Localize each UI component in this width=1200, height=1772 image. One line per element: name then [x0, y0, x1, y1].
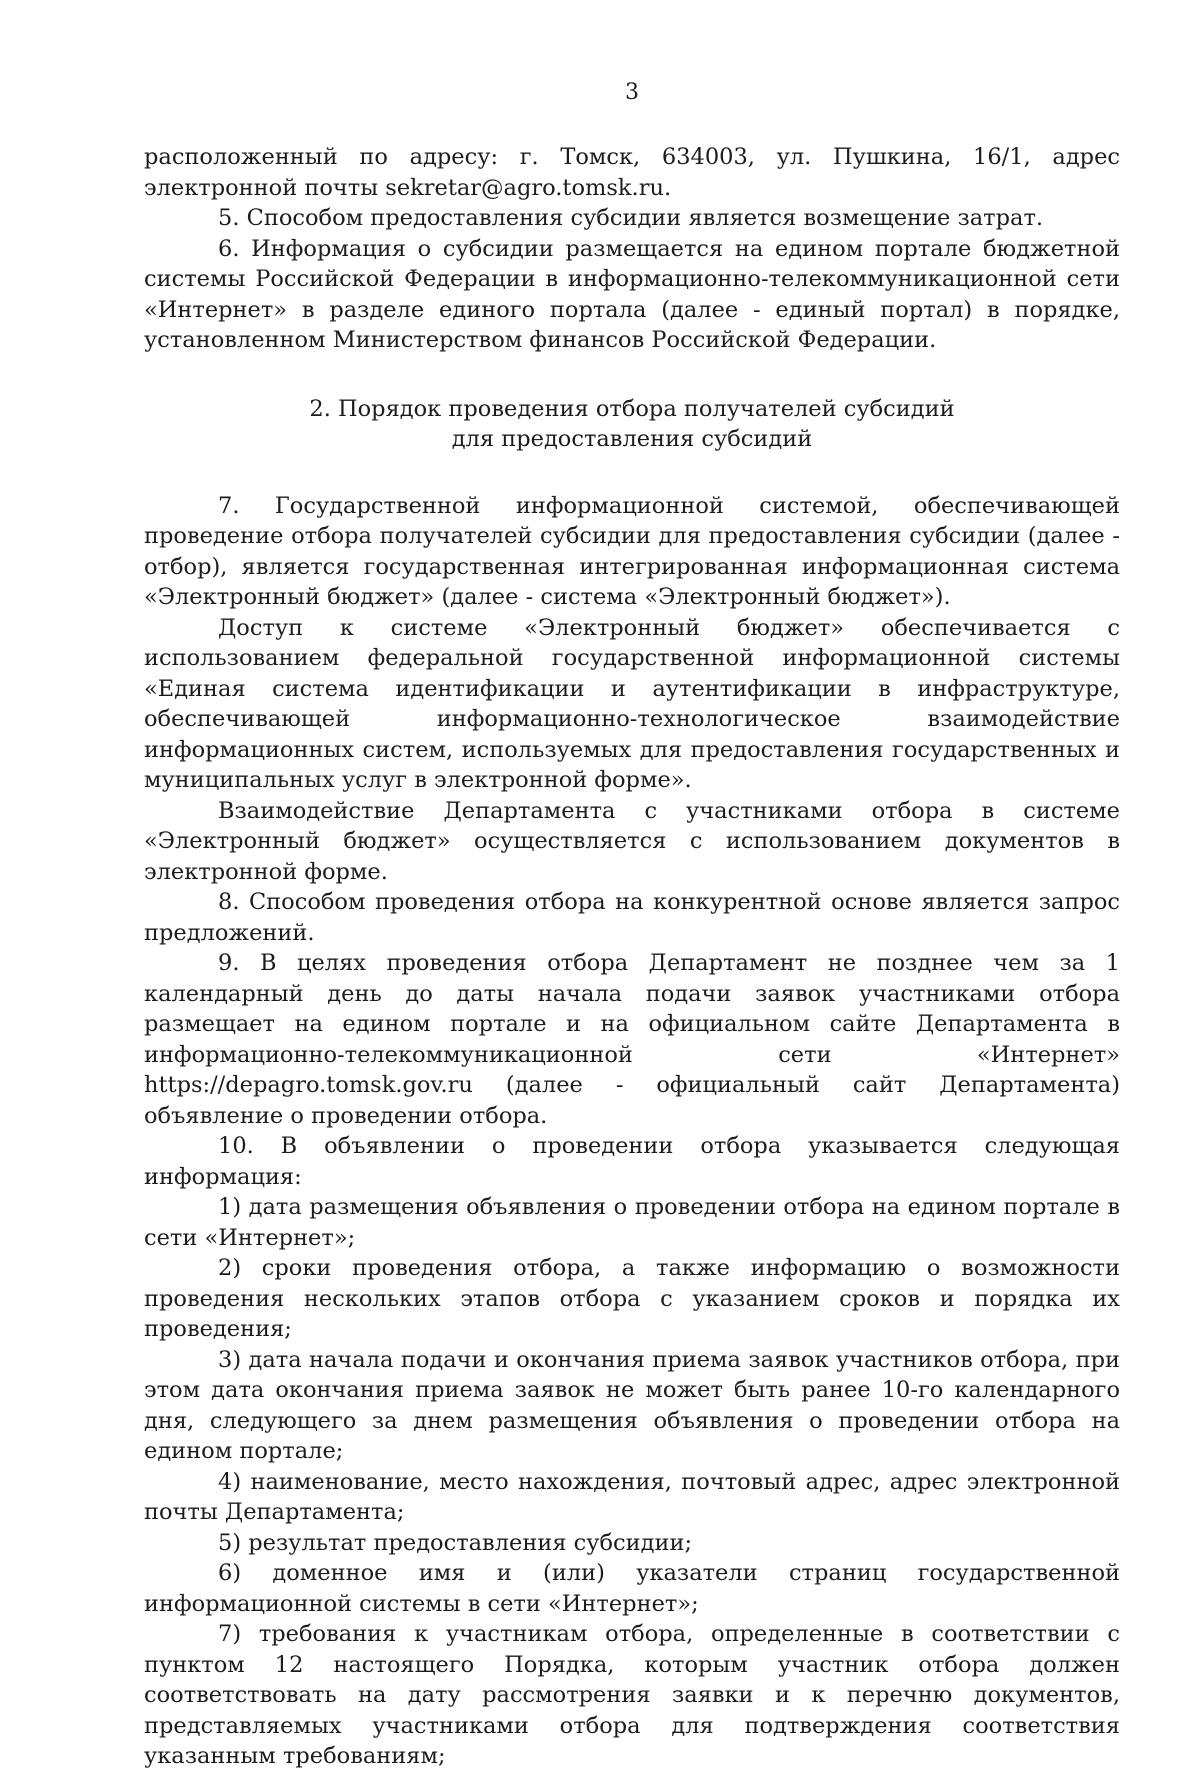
paragraph-address: расположенный по адресу: г. Томск, 634003, ул. Пушкина, 16/1, адрес электронной почты sekretar@agro.tomsk.ru.	[144, 144, 1120, 201]
list-item-1: 1) дата размещения объявления о проведении отбора на едином портале в сети «Интернет»;	[144, 1194, 1120, 1251]
list-item-6: 6) доменное имя и (или) указатели страниц государственной информационной системы в сети «Интернет»;	[144, 1560, 1120, 1617]
section-heading-line-2: для предоставления субсидий	[451, 426, 813, 452]
list-item-3: 3) дата начала подачи и окончания приема заявок участников отбора, при этом дата окончания приема заявок не может быть ранее 10-го календарного дня, следующего за днем размещения объявления о проведении отбора на едином портале;	[144, 1346, 1120, 1464]
paragraph-access: Доступ к системе «Электронный бюджет» обеспечивается с использованием федеральной государственной информационной системы «Единая система идентификации и аутентификации в инфраструктуре, обеспечивающей информационно-технологическое взаимодействие информационных систем, используемых для предоставления государственных и муниципальных услуг в электронной форме».	[144, 614, 1120, 793]
paragraph-10: 10. В объявлении о проведении отбора указывается следующая информация:	[144, 1133, 1120, 1190]
list-item-7: 7) требования к участникам отбора, определенные в соответствии с пунктом 12 настоящего Порядка, которым участник отбора должен соответствовать на дату рассмотрения заявки и к перечню документов, представляемых участниками отбора для подтверждения соответствия указанным требованиям;	[144, 1621, 1120, 1769]
list-item-4: 4) наименование, место нахождения, почтовый адрес, адрес электронной почты Департамента;	[144, 1468, 1120, 1525]
paragraph-6: 6. Информация о субсидии размещается на едином портале бюджетной системы Российской Федерации в информационно-телекоммуникационной сети «Интернет» в разделе единого портала (далее - единый портал) в порядке, установленном Министерством финансов Российской Федерации.	[144, 235, 1120, 353]
paragraph-8: 8. Способом проведения отбора на конкурентной основе является запрос предложений.	[144, 889, 1120, 946]
document-page	[144, 80, 1120, 1772]
paragraph-interaction: Взаимодействие Департамента с участниками отбора в системе «Электронный бюджет» осуществляется с использованием документов в электронной форме.	[144, 797, 1120, 885]
paragraph-9: 9. В целях проведения отбора Департамент не позднее чем за 1 календарный день до даты начала подачи заявок участниками отбора размещает на едином портале и на официальном сайте Департамента в информационно-телекоммуникационной сети «Интернет» https://depagro.tomsk.gov.ru (далее - официальный сайт Департамента) объявление о проведении отбора.	[144, 950, 1120, 1129]
paragraph-5: 5. Способом предоставления субсидии является возмещение затрат.	[218, 205, 1044, 231]
list-item-5: 5) результат предоставления субсидии;	[218, 1529, 693, 1556]
section-heading-line-1: 2. Порядок проведения отбора получателей субсидий	[309, 395, 955, 422]
paragraph-7: 7. Государственной информационной системой, обеспечивающей проведение отбора получателей субсидии для предоставления субсидии (далее - отбор), является государственная интегрированная информационная система «Электронный бюджет» (далее - система «Электронный бюджет»).	[144, 492, 1120, 610]
section-heading	[144, 394, 1120, 455]
page-number: 3	[625, 80, 639, 105]
list-item-2: 2) сроки проведения отбора, а также информацию о возможности проведения нескольких этапов отбора с указанием сроков и порядка их проведения;	[144, 1255, 1120, 1342]
